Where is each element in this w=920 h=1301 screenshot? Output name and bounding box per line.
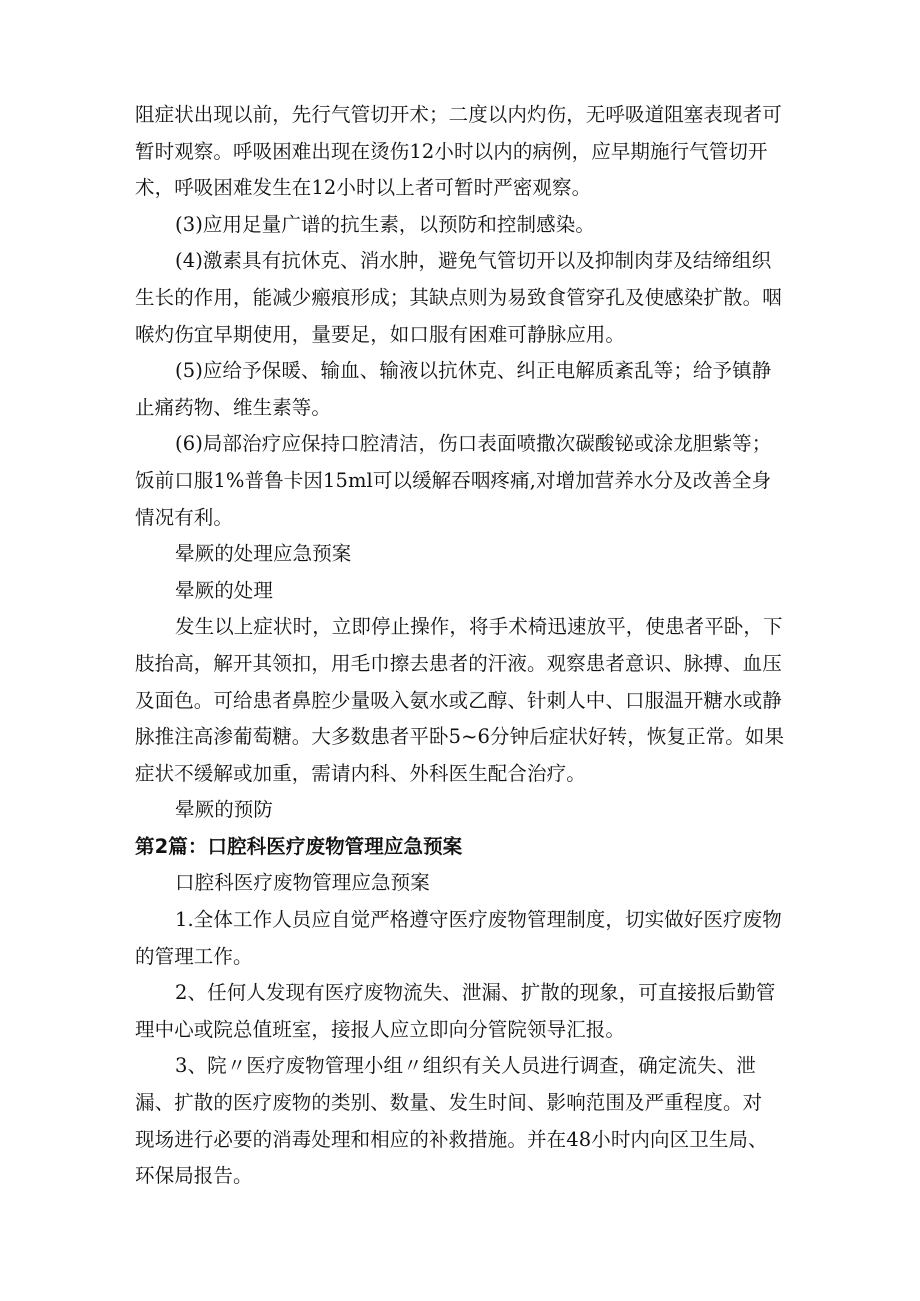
text-line: 饭前口服1%普鲁卡因15ml可以缓解吞咽疼痛,对增加营养水分及改善全身 [135,468,772,492]
text-line: 情况有利。 [135,505,234,529]
text-line: 3、院〃医疗废物管理小组〃组织有关人员进行调查，确定流失、泄 [175,1054,756,1078]
text-line: (6)局部治疗应保持口腔清洁，伤口表面喷撒次碳酸铋或涂龙胆紫等； [175,432,772,456]
text-line: 喉灼伤宜早期使用，量要足，如口服有困难可静脉应用。 [135,322,626,346]
text-line: 晕厥的预防 [175,798,274,822]
text-line: 的管理工作。 [135,944,253,968]
text-line: 脉推注高渗葡萄糖。大多数患者平卧5~6分钟后症状好转，恢复正常。如果 [135,725,785,749]
text-line: 肢抬高，解开其领扣，用毛巾擦去患者的汗液。观察患者意识、脉搏、血压 [135,651,782,675]
text-line: 理中心或院总值班室，接报人应立即向分管院领导汇报。 [135,1017,626,1041]
text-line: 术，呼吸困难发生在12小时以上者可暂时严密观察。 [135,176,592,200]
text-line: 2、任何人发现有医疗废物流失、泄漏、扩散的现象，可直接报后勤管 [175,981,776,1005]
document-body [135,97,800,1195]
text-line: 晕厥的处理 [175,578,274,602]
text-line: 暂时观察。呼吸困难出现在烫伤12小时以内的病例，应早期施行气管切开 [135,139,768,163]
text-line: 现场进行必要的消毒处理和相应的补救措施。并在48小时内向区卫生局、 [135,1127,768,1151]
text-line: 阻症状出现以前，先行气管切开术；二度以内灼伤，无呼吸道阻塞表现者可 [135,103,782,126]
text-line: 口腔科医疗废物管理应急预案 [175,871,430,895]
text-line: 止痛药物、维生素等。 [135,395,332,419]
text-line: 环保局报告。 [135,1164,253,1188]
text-line: (5)应给予保暖、输血、输液以抗休克、纠正电解质紊乱等；给予镇静 [175,359,772,383]
text-line: 晕厥的处理应急预案 [175,542,352,566]
text-line: (3)应用足量广谱的抗生素，以预防和控制感染。 [175,212,595,236]
section-heading: 第2篇：口腔科医疗废物管理应急预案 [135,834,463,858]
text-line: 漏、扩散的医疗废物的类别、数量、发生时间、影响范围及严重程度。对 [135,1091,763,1115]
text-line: 及面色。可给患者鼻腔少量吸入氨水或乙醇、针刺人中、口服温开糖水或静 [135,688,782,712]
text-line: 发生以上症状时，立即停止操作，将手术椅迅速放平，使患者平卧，下 [175,615,783,639]
text-line: 生长的作用，能减少瘢痕形成；其缺点则为易致食管穿孔及使感染扩散。咽 [135,285,782,309]
text-line: (4)激素具有抗休克、消水肿，避免气管切开以及抑制肉芽及结缔组织 [175,249,772,273]
text-line: 症状不缓解或加重，需请内科、外科医生配合治疗。 [135,761,586,785]
text-line: 1.全体工作人员应自觉严格遵守医疗废物管理制度，切实做好医疗废物 [175,908,782,932]
